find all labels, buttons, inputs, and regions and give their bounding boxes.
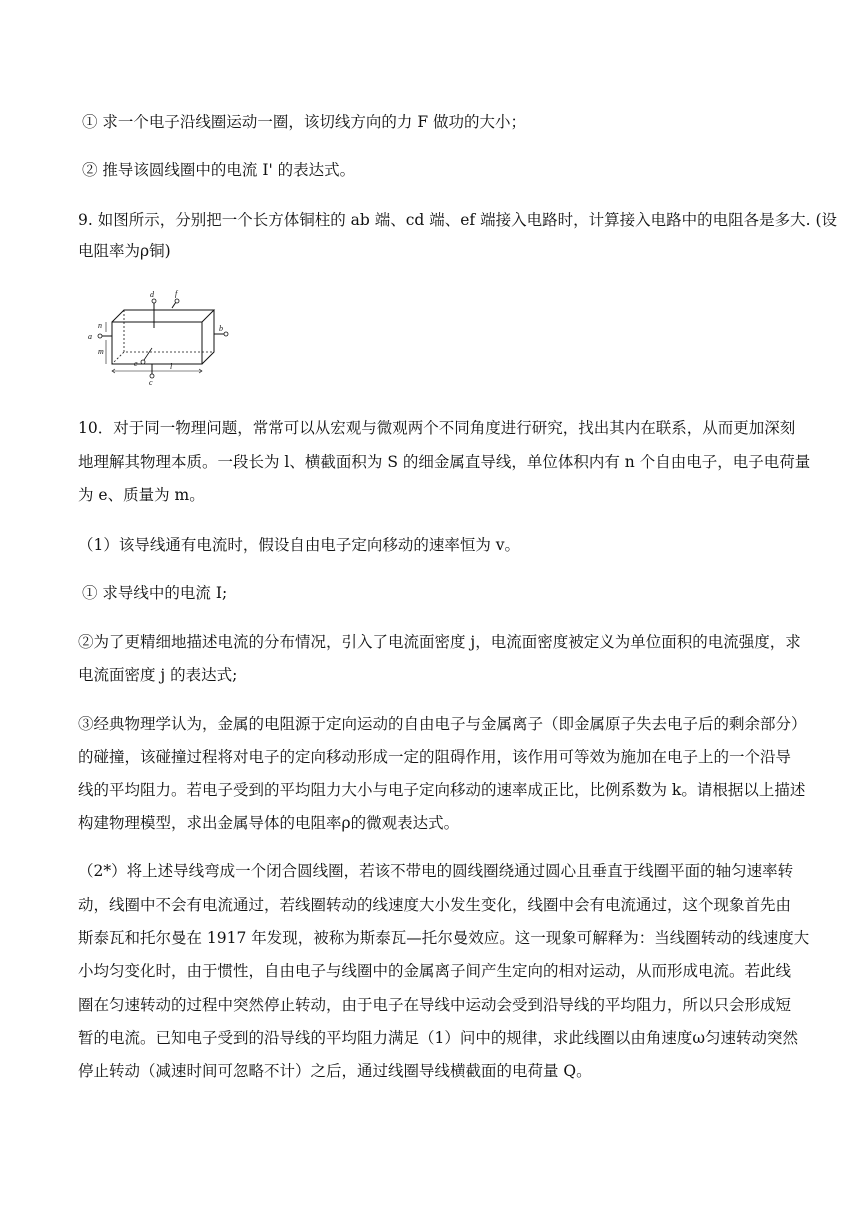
label-f: f	[175, 289, 178, 298]
copper-block-figure	[84, 288, 234, 388]
label-e: e	[134, 359, 138, 368]
q10-intro-3: 为 e、质量为 m。	[78, 486, 205, 504]
q10-part1: （1）该导线通有电流时，假设自由电子定向移动的速率恒为 v。	[78, 536, 521, 554]
q10-part2-4: 小均匀变化时，由于惯性，自由电子与线圈中的金属离子间产生定向的相对运动，从而形成电流。若此线	[78, 962, 792, 980]
label-d: d	[150, 290, 154, 299]
label-m: m	[98, 347, 104, 356]
q9-line2: 电阻率为ρ铜)	[78, 242, 171, 260]
q10-part1-b-1: ②为了更精细地描述电流的分布情况，引入了电流面密度 j，电流面密度被定义为单位面积的电流强度，求	[78, 633, 801, 651]
q10-intro-1: 10．对于同一物理问题，常常可以从宏观与微观两个不同角度进行研究，找出其内在联系，从而更加深刻	[78, 419, 796, 437]
q10-part2-5: 圈在匀速转动的过程中突然停止转动，由于电子在导线中运动会受到沿导线的平均阻力，所以只会形成短	[78, 996, 792, 1014]
q10-part1-c-1: ③经典物理学认为，金属的电阻源于定向运动的自由电子与金属离子（即金属原子失去电子后的剩余部分）	[78, 715, 807, 733]
q10-part2-2: 动，线圈中不会有电流通过，若线圈转动的线速度大小发生变化，线圈中会有电流通过，这个现象首先由	[78, 896, 792, 914]
label-c: c	[149, 378, 153, 387]
q10-part2-1: （2*）将上述导线弯成一个闭合圆线圈，若该不带电的圆线圈绕通过圆心且垂直于线圈平面的轴匀速率转	[78, 862, 794, 880]
label-a: a	[88, 332, 92, 341]
q10-intro-2: 地理解其物理本质。一段长为 l、横截面积为 S 的细金属直导线，单位体积内有 n 个自由电子，电子电荷量	[78, 453, 811, 471]
q10-part1-c-4: 构建物理模型，求出金属导体的电阻率ρ的微观表达式。	[78, 814, 460, 832]
q10-part1-a: ① 求导线中的电流 I;	[82, 584, 228, 602]
q10-part1-c-2: 的碰撞，该碰撞过程将对电子的定向移动形成一定的阻碍作用，该作用可等效为施加在电子上的一个沿导	[78, 748, 792, 766]
q8-part1: ① 求一个电子沿线圈运动一圈，该切线方向的力 F 做功的大小；	[82, 113, 527, 131]
q10-part1-c-3: 线的平均阻力。若电子受到的平均阻力大小与电子定向移动的速率成正比，比例系数为 k。请根据以上描述	[78, 781, 806, 799]
label-b: b	[219, 324, 223, 333]
q10-part2-3: 斯泰瓦和托尔曼在 1917 年发现，被称为斯泰瓦—托尔曼效应。这一现象可解释为：当线圈转动的线速度大	[78, 929, 810, 947]
q10-part1-b-2: 电流面密度 j 的表达式;	[78, 666, 238, 684]
q9-line1: 9. 如图所示，分别把一个长方体铜柱的 ab 端、cd 端、ef 端接入电路时，计算接入电路中的电阻各是多大. (设	[78, 211, 838, 229]
q10-part2-7: 停止转动（减速时间可忽略不计）之后，通过线圈导线横截面的电荷量 Q。	[78, 1062, 592, 1080]
label-n: n	[98, 321, 102, 330]
q10-part2-6: 暂的电流。已知电子受到的沿导线的平均阻力满足（1）问中的规律，求此线圈以由角速度ω匀速转动突然	[78, 1029, 799, 1047]
q8-part2: ② 推导该圆线圈中的电流 I' 的表达式。	[82, 161, 356, 179]
label-l: l	[170, 362, 173, 371]
